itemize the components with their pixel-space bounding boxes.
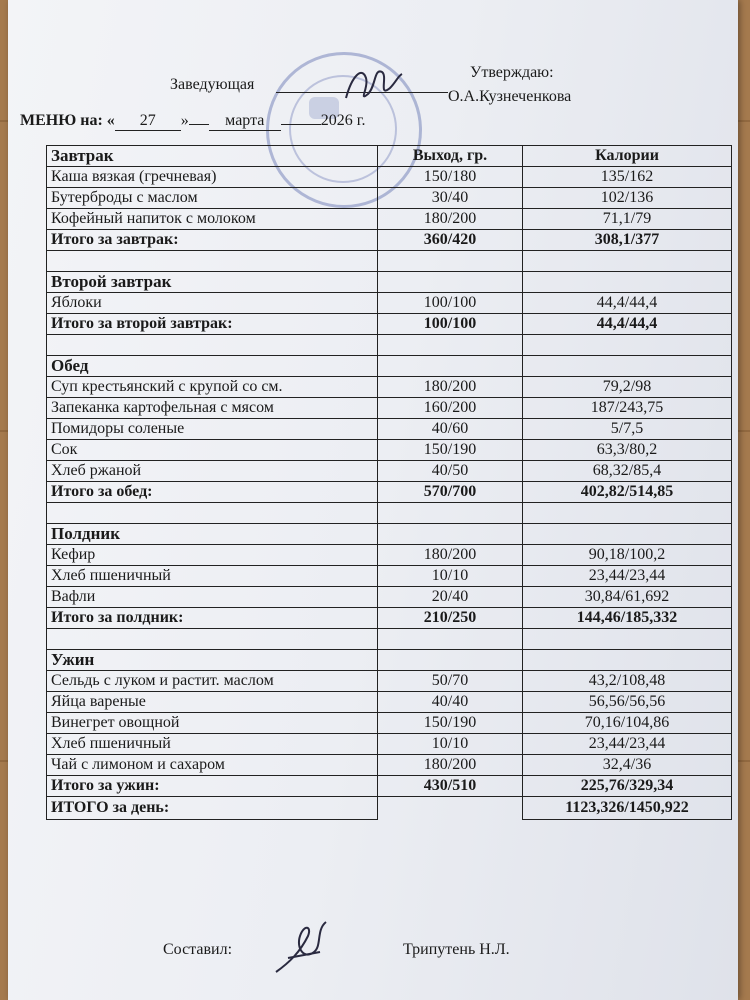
empty-cell — [378, 503, 523, 524]
empty-cell — [47, 629, 378, 650]
section-title-row — [47, 356, 732, 377]
day-total-calories: 1123,326/1450,922 — [523, 797, 732, 820]
dish-calories: 70,16/104,86 — [523, 713, 732, 734]
dish-output: 150/180 — [378, 167, 523, 188]
dish-row — [47, 545, 732, 566]
col-header-calories: Калории — [523, 146, 732, 167]
dish-name: Хлеб пшеничный — [47, 566, 378, 587]
dish-row — [47, 713, 732, 734]
empty-cell — [47, 335, 378, 356]
dish-name: Кофейный напиток с молоком — [47, 209, 378, 230]
day-total-label: ИТОГО за день: — [47, 797, 378, 820]
dish-calories: 135/162 — [523, 167, 732, 188]
dish-output: 40/50 — [378, 461, 523, 482]
section-title-row — [47, 272, 732, 293]
empty-cell — [378, 251, 523, 272]
dish-name: Сок — [47, 440, 378, 461]
dish-output: 20/40 — [378, 587, 523, 608]
dish-row — [47, 293, 732, 314]
total-output: 360/420 — [378, 230, 523, 251]
dish-output: 10/10 — [378, 566, 523, 587]
dish-calories: 90,18/100,2 — [523, 545, 732, 566]
empty-cell — [523, 503, 732, 524]
empty-cell — [378, 797, 523, 820]
total-label: Итого за ужин: — [47, 776, 378, 797]
dish-row — [47, 209, 732, 230]
empty-cell — [47, 503, 378, 524]
dish-calories: 79,2/98 — [523, 377, 732, 398]
dish-row — [47, 587, 732, 608]
dish-calories: 102/136 — [523, 188, 732, 209]
dish-calories: 43,2/108,48 — [523, 671, 732, 692]
dish-output: 180/200 — [378, 545, 523, 566]
approver-name: О.А.Кузнеченкова — [448, 88, 572, 105]
dish-output: 30/40 — [378, 188, 523, 209]
dish-output: 180/200 — [378, 755, 523, 776]
total-label: Итого за завтрак: — [47, 230, 378, 251]
section-total-row — [47, 314, 732, 335]
dish-output: 40/40 — [378, 692, 523, 713]
empty-cell — [523, 356, 732, 377]
dish-name: Бутерброды с маслом — [47, 188, 378, 209]
dish-output: 160/200 — [378, 398, 523, 419]
empty-cell — [378, 335, 523, 356]
dish-name: Чай с лимоном и сахаром — [47, 755, 378, 776]
dish-calories: 23,44/23,44 — [523, 734, 732, 755]
dish-output: 180/200 — [378, 377, 523, 398]
dish-output: 150/190 — [378, 713, 523, 734]
empty-cell — [523, 272, 732, 293]
dish-calories: 71,1/79 — [523, 209, 732, 230]
total-output: 100/100 — [378, 314, 523, 335]
menu-date-line — [20, 112, 366, 131]
menu-label: МЕНЮ на: « — [20, 112, 115, 129]
dish-name: Хлеб пшеничный — [47, 734, 378, 755]
dish-row — [47, 188, 732, 209]
dish-calories: 56,56/56,56 — [523, 692, 732, 713]
dish-name: Помидоры соленые — [47, 419, 378, 440]
total-label: Итого за второй завтрак: — [47, 314, 378, 335]
dish-row — [47, 734, 732, 755]
dish-calories: 63,3/80,2 — [523, 440, 732, 461]
empty-cell — [523, 629, 732, 650]
menu-day: 27 — [115, 112, 181, 131]
dish-output: 10/10 — [378, 734, 523, 755]
total-calories: 402,82/514,85 — [523, 482, 732, 503]
dish-name: Каша вязкая (гречневая) — [47, 167, 378, 188]
total-calories: 144,46/185,332 — [523, 608, 732, 629]
menu-day-close: » — [180, 112, 189, 129]
total-calories: 308,1/377 — [523, 230, 732, 251]
dish-name: Кефир — [47, 545, 378, 566]
empty-cell — [523, 650, 732, 671]
section-title: Полдник — [47, 524, 378, 545]
empty-cell — [378, 356, 523, 377]
total-output: 430/510 — [378, 776, 523, 797]
total-calories: 225,76/329,34 — [523, 776, 732, 797]
section-title-row — [47, 146, 732, 167]
dish-calories: 23,44/23,44 — [523, 566, 732, 587]
dish-calories: 44,4/44,4 — [523, 293, 732, 314]
compiled-label: Составил: — [163, 941, 233, 958]
dish-row — [47, 419, 732, 440]
dish-name: Запеканка картофельная с мясом — [47, 398, 378, 419]
dish-calories: 32,4/36 — [523, 755, 732, 776]
dish-calories: 68,32/85,4 — [523, 461, 732, 482]
spacer-row — [47, 251, 732, 272]
dish-name: Яйца вареные — [47, 692, 378, 713]
compiler-name: Трипутень Н.Л. — [403, 941, 510, 958]
section-total-row — [47, 776, 732, 797]
empty-cell — [378, 272, 523, 293]
total-calories: 44,4/44,4 — [523, 314, 732, 335]
dish-row — [47, 167, 732, 188]
dish-row — [47, 755, 732, 776]
dish-name: Яблоки — [47, 293, 378, 314]
empty-cell — [47, 251, 378, 272]
col-header-output: Выход, гр. — [378, 146, 523, 167]
head-signature — [338, 58, 408, 110]
dish-row — [47, 461, 732, 482]
spacer-row — [47, 629, 732, 650]
section-total-row — [47, 608, 732, 629]
approve-label: Утверждаю: — [470, 64, 554, 81]
dish-output: 50/70 — [378, 671, 523, 692]
head-title: Заведующая — [170, 76, 255, 93]
section-title: Обед — [47, 356, 378, 377]
section-title: Ужин — [47, 650, 378, 671]
total-output: 570/700 — [378, 482, 523, 503]
dish-row — [47, 566, 732, 587]
dish-calories: 187/243,75 — [523, 398, 732, 419]
empty-cell — [523, 335, 732, 356]
empty-cell — [378, 650, 523, 671]
dish-name: Хлеб ржаной — [47, 461, 378, 482]
spacer-row — [47, 503, 732, 524]
dish-row — [47, 692, 732, 713]
empty-cell — [378, 629, 523, 650]
spacer-row — [47, 335, 732, 356]
menu-month: марта — [209, 112, 281, 131]
section-title-row — [47, 524, 732, 545]
total-label: Итого за полдник: — [47, 608, 378, 629]
total-output: 210/250 — [378, 608, 523, 629]
dish-output: 180/200 — [378, 209, 523, 230]
dish-output: 40/60 — [378, 419, 523, 440]
dish-row — [47, 440, 732, 461]
section-total-row — [47, 230, 732, 251]
menu-year: 2026 г. — [320, 112, 366, 129]
dish-output: 100/100 — [378, 293, 523, 314]
dish-output: 150/190 — [378, 440, 523, 461]
dish-name: Вафли — [47, 587, 378, 608]
menu-sheet — [8, 0, 738, 1000]
dish-name: Винегрет овощной — [47, 713, 378, 734]
dish-calories: 30,84/61,692 — [523, 587, 732, 608]
empty-cell — [523, 251, 732, 272]
dish-name: Сельдь с луком и растит. маслом — [47, 671, 378, 692]
empty-cell — [378, 524, 523, 545]
section-title: Завтрак — [47, 146, 378, 167]
dish-calories: 5/7,5 — [523, 419, 732, 440]
total-label: Итого за обед: — [47, 482, 378, 503]
dish-row — [47, 377, 732, 398]
day-total-row — [47, 797, 732, 820]
dish-name: Суп крестьянский с крупой со см. — [47, 377, 378, 398]
section-title-row — [47, 650, 732, 671]
dish-row — [47, 671, 732, 692]
empty-cell — [523, 524, 732, 545]
section-total-row — [47, 482, 732, 503]
dish-row — [47, 398, 732, 419]
section-title: Второй завтрак — [47, 272, 378, 293]
compiler-signature — [270, 912, 350, 982]
menu-table — [46, 145, 732, 820]
